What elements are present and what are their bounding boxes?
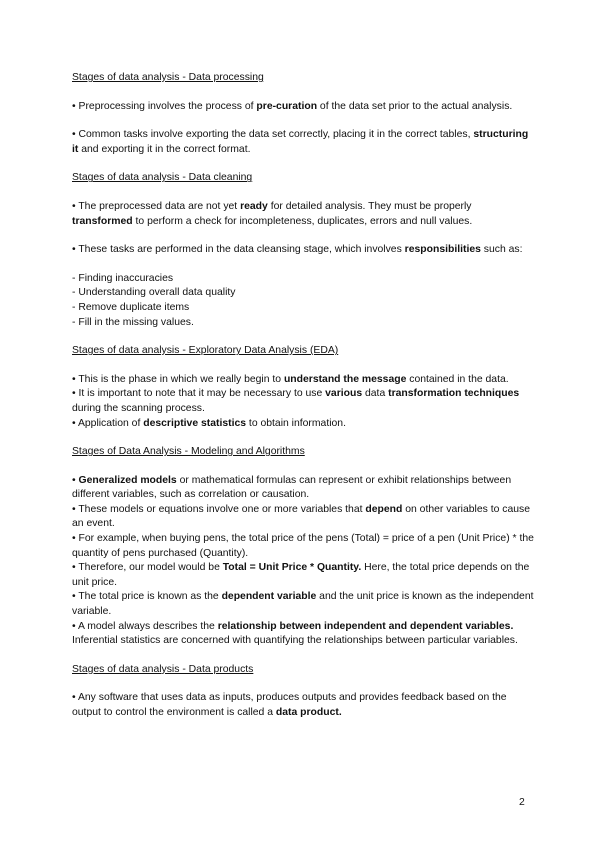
section-heading-data-products: Stages of data analysis - Data products	[72, 663, 254, 675]
bullet-item: • It is important to note that it may be necessary to use various data transformation techniques during the scanning process.	[72, 388, 520, 414]
paragraph: • Preprocessing involves the process of pre-curation of the data set prior to the actual analysis.	[72, 100, 513, 112]
bullet-item: • A model always describes the relationship between independent and dependent variables. Inferential statistics are concerned with quantifying the relationships between particular variables.	[72, 620, 518, 647]
modeling-bullets	[72, 474, 534, 649]
paragraph: • These tasks are performed in the data cleansing stage, which involves responsibilities such as:	[72, 244, 523, 256]
bullet-item: • Application of descriptive statistics to obtain information.	[72, 417, 346, 429]
list-item: - Finding inaccuracies	[72, 272, 174, 284]
bullet-item: • Generalized models or mathematical formulas can represent or exhibit relationships between different variables, such as correlation or causation.	[72, 474, 512, 501]
bullet-item: • Therefore, our model would be Total = Unit Price * Quantity. Here, the total price depends on the unit price.	[72, 562, 530, 588]
paragraph: • The preprocessed data are not yet ready for detailed analysis. They must be properly transformed to perform a check for incompleteness, duplicates, errors and null values.	[72, 200, 473, 227]
bullet-item: • These models or equations involve one or more variables that depend on other variables to cause an event.	[72, 503, 530, 530]
list-item: - Understanding overall data quality	[72, 287, 236, 299]
list-item: - Remove duplicate items	[72, 301, 190, 313]
eda-bullets	[72, 373, 534, 431]
section-heading-eda: Stages of data analysis - Exploratory Data Analysis (EDA)	[72, 345, 339, 357]
bullet-item: • This is the phase in which we really begin to understand the message contained in the data.	[72, 373, 509, 385]
paragraph: • Any software that uses data as inputs, produces outputs and provides feedback based on the output to control the environment is called a data product.	[72, 692, 507, 718]
cleaning-list	[72, 272, 534, 330]
paragraph: • Common tasks involve exporting the data set correctly, placing it in the correct tables, structuring it and exporting it in the correct format.	[72, 129, 529, 155]
bullet-item: • The total price is known as the dependent variable and the unit price is known as the independent variable.	[72, 591, 534, 618]
list-item: - Fill in the missing values.	[72, 316, 194, 328]
section-heading-modeling: Stages of Data Analysis - Modeling and Algorithms	[72, 446, 305, 458]
section-heading-data-processing: Stages of data analysis - Data processing	[72, 72, 264, 83]
section-heading-data-cleaning: Stages of data analysis - Data cleaning	[72, 172, 253, 184]
document-page	[72, 71, 534, 735]
bullet-item: • For example, when buying pens, the total price of the pens (Total) = price of a pen (Unit Price) * the quantity of pens purchased (Quantity).	[72, 533, 534, 559]
page-number: 2	[519, 797, 525, 808]
